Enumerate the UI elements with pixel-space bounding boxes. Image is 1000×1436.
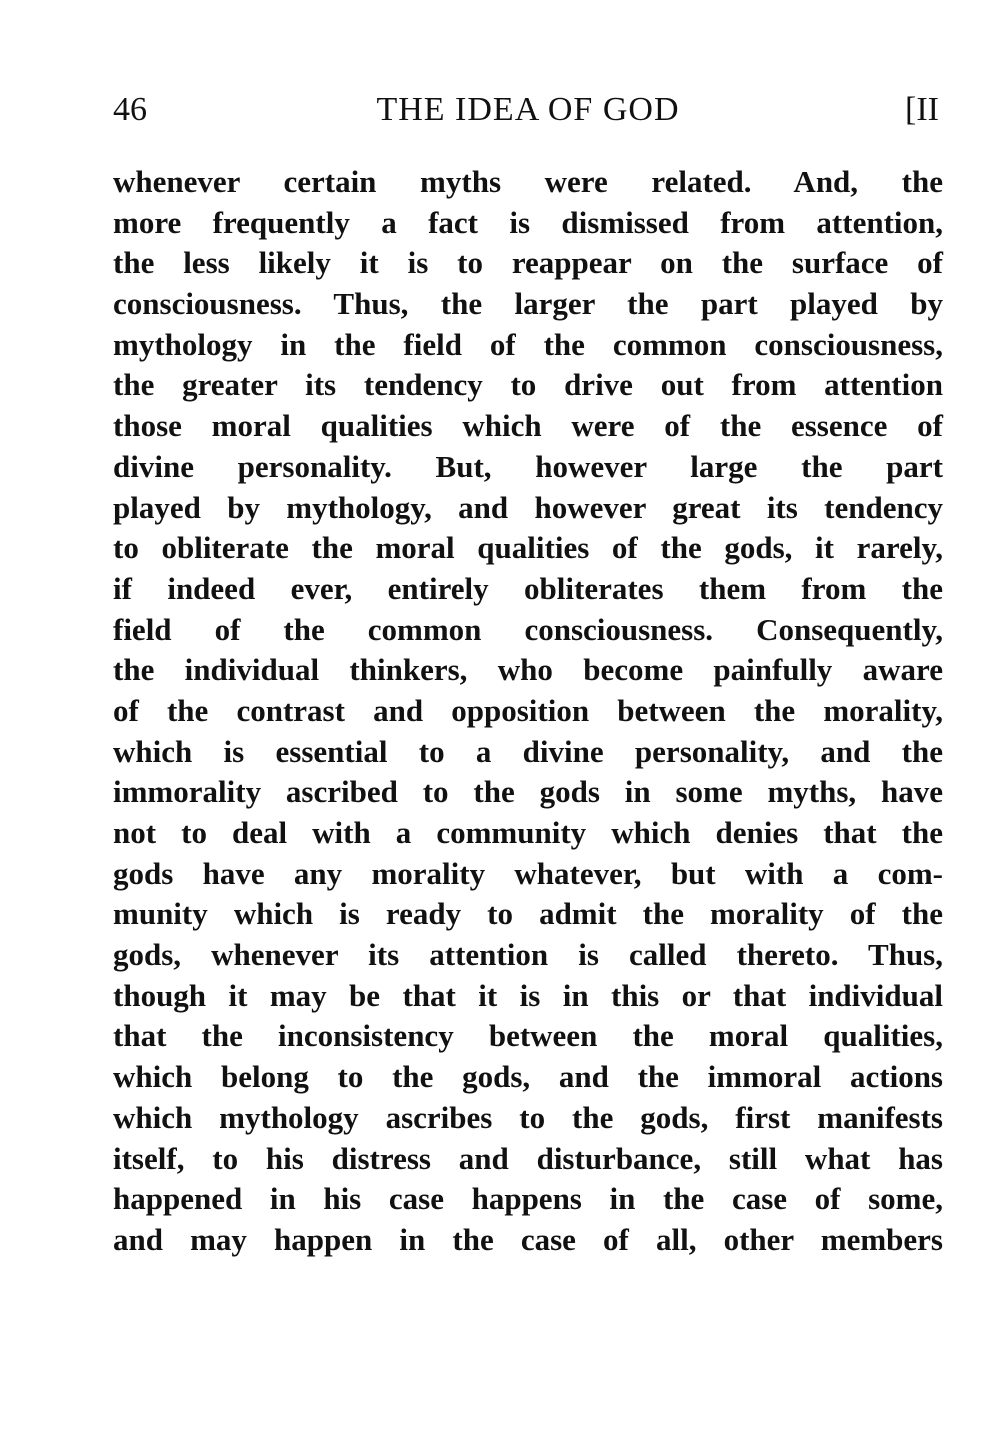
text-line: the less likely it is to reappear on the surface of [113,245,943,281]
running-title: THE IDEA OF GOD [376,91,680,128]
chapter-mark: [II [905,91,939,128]
text-line: gods, whenever its attention is called thereto. Thus, [113,937,943,973]
text-line: not to deal with a community which denies that the [113,815,943,850]
text-line: happened in his case happens in the case of some, [113,1181,943,1217]
text-line: field of the common consciousness. Consequently, [113,611,943,647]
text-line: and may happen in the case of all, other members [113,1221,943,1257]
text-line: played by mythology, and however great its tendency [113,489,943,525]
text-line: though it may be that it is in this or that individual [113,977,943,1013]
text-line: of the contrast and opposition between the morality, [113,692,943,728]
text-line: divine personality. But, however large the part [113,448,943,484]
text-line: that the inconsistency between the moral qualities, [113,1018,943,1054]
text-line: munity which is ready to admit the morality of the [113,896,943,932]
text-line: if indeed ever, entirely obliterates them from the [113,570,943,606]
text-line: itself, to his distress and disturbance, still what has [113,1140,943,1176]
text-line: to obliterate the moral qualities of the gods, it rarely, [113,530,943,566]
text-line: those moral qualities which were of the essence of [113,408,943,444]
text-line: gods have any morality whatever, but with a com- [113,855,943,891]
text-line: which belong to the gods, and the immoral actions [113,1059,943,1095]
text-line: the individual thinkers, who become painfully aware [113,652,943,688]
text-line: which mythology ascribes to the gods, first manifests [113,1099,943,1135]
page-number: 46 [113,91,147,128]
text-line: mythology in the field of the common consciousness, [113,326,943,362]
text-line: consciousness. Thus, the larger the part played by [113,286,943,322]
text-line: immorality ascribed to the gods in some myths, have [113,774,943,810]
running-head [113,84,943,136]
body-paragraph [113,162,943,1261]
text-line: more frequently a fact is dismissed from attention, [113,204,943,240]
text-line: the greater its tendency to drive out from attention [113,367,943,403]
text-line: which is essential to a divine personality, and the [113,733,943,769]
text-line: whenever certain myths were related. And, the [113,164,943,199]
